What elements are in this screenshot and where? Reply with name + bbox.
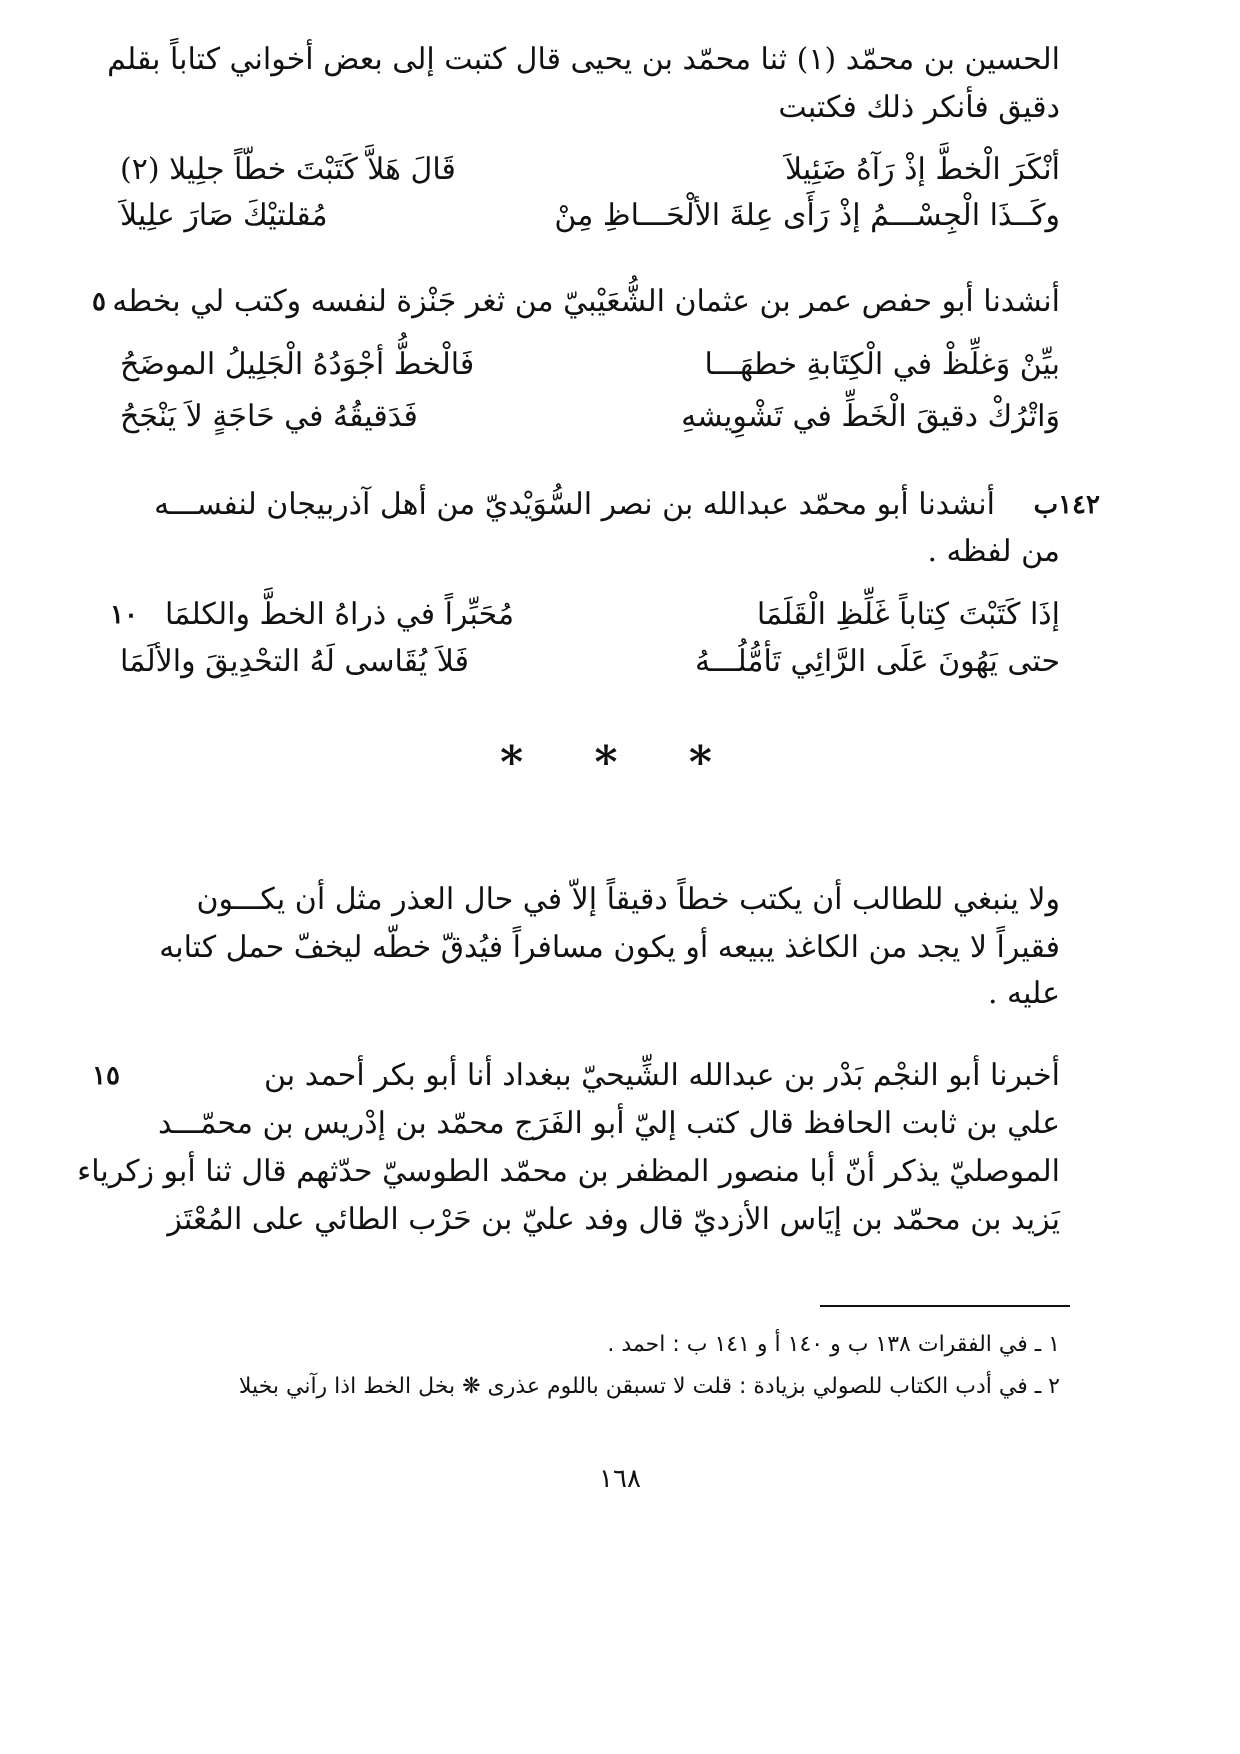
verse1-line2 xyxy=(120,196,1060,236)
footnote-1: ١ ـ في الفقرات ١٣٨ ب و ١٤٠ أ و ١٤١ ب : احمد . xyxy=(607,1332,1060,1357)
verse2-line1 xyxy=(120,345,1060,385)
verse3-margin-number: ١٠ xyxy=(110,600,138,630)
verse1-line1 xyxy=(120,150,1060,190)
footnote-separator-rule xyxy=(820,1305,1070,1307)
para4-line3: عليه . xyxy=(987,976,1060,1011)
para1-line2: دقيق فأنكر ذلك فكتبت xyxy=(778,90,1060,125)
verse1-line1-first-hemistich: أنْكَرَ الْخطَّ إذْ رَآهُ ضَئِيلاَ xyxy=(785,152,1060,187)
verse2-line1-second-hemistich: فَالْخطُّ أجْوَدُهُ الْجَلِيلُ الموضَحُ xyxy=(120,347,475,382)
para2-margin-number: ٥ xyxy=(92,287,106,317)
para5-line2: علي بن ثابت الحافظ قال كتب إليّ أبو الفَرَج محمّد بن إدْريس بن محمّـــد xyxy=(158,1106,1060,1141)
verse3-line1 xyxy=(120,595,1060,635)
section-divider-stars: * * * xyxy=(500,737,740,788)
verse2-line2-second-hemistich: فَدَقيقُهُ في حَاجَةٍ لاَ يَنْجَحُ xyxy=(120,399,418,434)
page-number: ١٦٨ xyxy=(599,1464,641,1494)
para3-line2: من لفظه . xyxy=(927,534,1060,569)
para3-margin-folio: ١٤٢ب xyxy=(1033,490,1100,520)
para5-line1: أخبرنا أبو النجْم بَدْر بن عبدالله الشِّيحيّ ببغداد أنا أبو بكر أحمد بن xyxy=(263,1058,1060,1093)
footnote-2: ٢ ـ في أدب الكتاب للصولي بزيادة : قلت لا تسبقن باللوم عذرى ❋ بخل الخط اذا رآني بخيلا xyxy=(238,1374,1060,1399)
verse1-line2-second-hemistich: مُقلتيْكَ صَارَ علِيلاَ xyxy=(120,198,328,233)
para4-line1: ولا ينبغي للطالب أن يكتب خطاً دقيقاً إلاّ في حال العذر مثل أن يكـــون xyxy=(196,882,1060,917)
para5-line3: الموصليّ يذكر أنّ أبا منصور المظفر بن محمّد الطوسيّ حدّثهم قال ثنا أبو زكرياء xyxy=(77,1154,1060,1189)
verse3-line1-first-hemistich: إذَا كَتَبْتَ كِتاباً غَلِّظِ الْقَلَمَا xyxy=(756,597,1060,632)
verse1-line2-first-hemistich: وكَــذَا الْجِسْـــمُ إذْ رَأَى عِلةَ الألْحَـــاظِ مِنْ xyxy=(554,198,1060,233)
verse3-line2 xyxy=(120,642,1060,682)
verse2-line2-first-hemistich: وَاتْرُكْ دقيقَ الْخَطِّ في تَشْوِيشهِ xyxy=(681,399,1060,434)
para3-line1: أنشدنا أبو محمّد عبدالله بن نصر السُّوَيْديّ من أهل آذربيجان لنفســـه xyxy=(154,487,995,522)
verse1-line1-second-hemistich: قَالَ هَلاَّ كَتَبْتَ خطّاً جلِيلا (٢) xyxy=(120,152,456,187)
verse2-line1-first-hemistich: بيِّنْ وَغلِّظْ في الْكِتَابةِ خطهَـــا xyxy=(704,347,1060,382)
para2-line1: أنشدنا أبو حفص عمر بن عثمان الشُّعَيْبيّ من ثغر جَنْزة لنفسه وكتب لي بخطه xyxy=(112,284,1060,319)
verse3-line2-second-hemistich: فَلاَ يُقَاسى لَهُ التحْدِيقَ والألَمَا xyxy=(120,644,469,679)
verse3-line2-first-hemistich: حتى يَهُونَ عَلَى الرَّائِي تَأمُّلُـــهُ xyxy=(695,644,1060,679)
para4-line2: فقيراً لا يجد من الكاغذ يبيعه أو يكون مسافراً فيُدقّ خطّه ليخفّ حمل كتابه xyxy=(159,930,1060,965)
verse2-line2 xyxy=(120,397,1060,437)
para5-margin-number: ١٥ xyxy=(92,1061,120,1091)
para5-line4: يَزيد بن محمّد بن إيَاس الأزديّ قال وفد عليّ بن حَرْب الطائي على المُعْتَز xyxy=(167,1202,1060,1237)
para1-line1: الحسين بن محمّد (١) ثنا محمّد بن يحيى قال كتبت إلى بعض أخواني كتاباً بقلم xyxy=(107,42,1060,77)
verse3-line1-second-hemistich: مُحَبِّراً في ذراهُ الخطَّ والكلمَا xyxy=(165,597,515,632)
